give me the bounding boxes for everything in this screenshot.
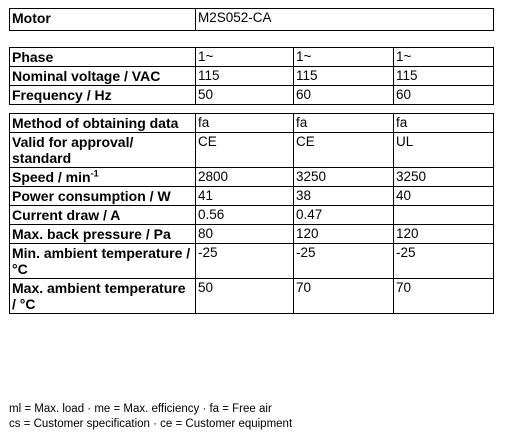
performance-table (9, 113, 494, 314)
table-row (10, 225, 494, 244)
table-row (10, 133, 494, 168)
cell-value: -25 (196, 244, 294, 279)
cell-value: 1~ (394, 48, 494, 67)
table-row (10, 67, 494, 86)
cell-value (394, 206, 494, 225)
row-label-text: Speed / min (12, 169, 91, 185)
row-label: Current draw / A (10, 206, 196, 225)
cell-value: 41 (196, 187, 294, 206)
cell-value: 1~ (196, 48, 294, 67)
row-label: Phase (10, 48, 196, 67)
motor-model-value: M2S052-CA (196, 9, 494, 31)
cell-value: 115 (394, 67, 494, 86)
table-row (10, 187, 494, 206)
table-row (10, 244, 494, 279)
table-row (10, 48, 494, 67)
cell-value: fa (196, 114, 294, 133)
cell-value: 60 (394, 86, 494, 105)
cell-value: 2800 (196, 168, 294, 187)
cell-value: 3250 (394, 168, 494, 187)
table-row (10, 206, 494, 225)
motor-header-table (9, 8, 494, 31)
row-label: Valid for approval/ standard (10, 133, 196, 168)
motor-row (10, 9, 494, 31)
cell-value: 115 (196, 67, 294, 86)
cell-value: 50 (196, 279, 294, 314)
table-row (10, 86, 494, 105)
row-label: Frequency / Hz (10, 86, 196, 105)
row-label: Nominal voltage / VAC (10, 67, 196, 86)
cell-value: 40 (394, 187, 494, 206)
row-label: Max. ambient temperature / °C (10, 279, 196, 314)
legend-footnote (9, 402, 292, 432)
cell-value: -25 (294, 244, 394, 279)
cell-value: 0.56 (196, 206, 294, 225)
cell-value: 70 (394, 279, 494, 314)
cell-value: 3250 (294, 168, 394, 187)
electrical-table (9, 47, 494, 105)
cell-value: 60 (294, 86, 394, 105)
cell-value: 50 (196, 86, 294, 105)
motor-label: Motor (10, 9, 196, 31)
row-label: Method of obtaining data (10, 114, 196, 133)
cell-value: CE (294, 133, 394, 168)
cell-value: 0.47 (294, 206, 394, 225)
row-label: Power consumption / W (10, 187, 196, 206)
cell-value: 80 (196, 225, 294, 244)
cell-value: 70 (294, 279, 394, 314)
cell-value: fa (394, 114, 494, 133)
spec-sheet (9, 8, 493, 314)
cell-value: 120 (394, 225, 494, 244)
cell-value: fa (294, 114, 394, 133)
row-label (10, 168, 196, 187)
row-label: Min. ambient temperature / °C (10, 244, 196, 279)
cell-value: 1~ (294, 48, 394, 67)
table-row (10, 114, 494, 133)
table-row (10, 168, 494, 187)
footnote-line: cs = Customer specification · ce = Customer equipment (9, 418, 293, 430)
footnote-line: ml = Max. load · me = Max. efficiency · fa = Free air (9, 403, 272, 415)
cell-value: 115 (294, 67, 394, 86)
cell-value: 120 (294, 225, 394, 244)
row-label-superscript: -1 (90, 168, 99, 179)
cell-value: -25 (394, 244, 494, 279)
cell-value: CE (196, 133, 294, 168)
cell-value: 38 (294, 187, 394, 206)
row-label: Max. back pressure / Pa (10, 225, 196, 244)
cell-value: UL (394, 133, 494, 168)
table-row (10, 279, 494, 314)
